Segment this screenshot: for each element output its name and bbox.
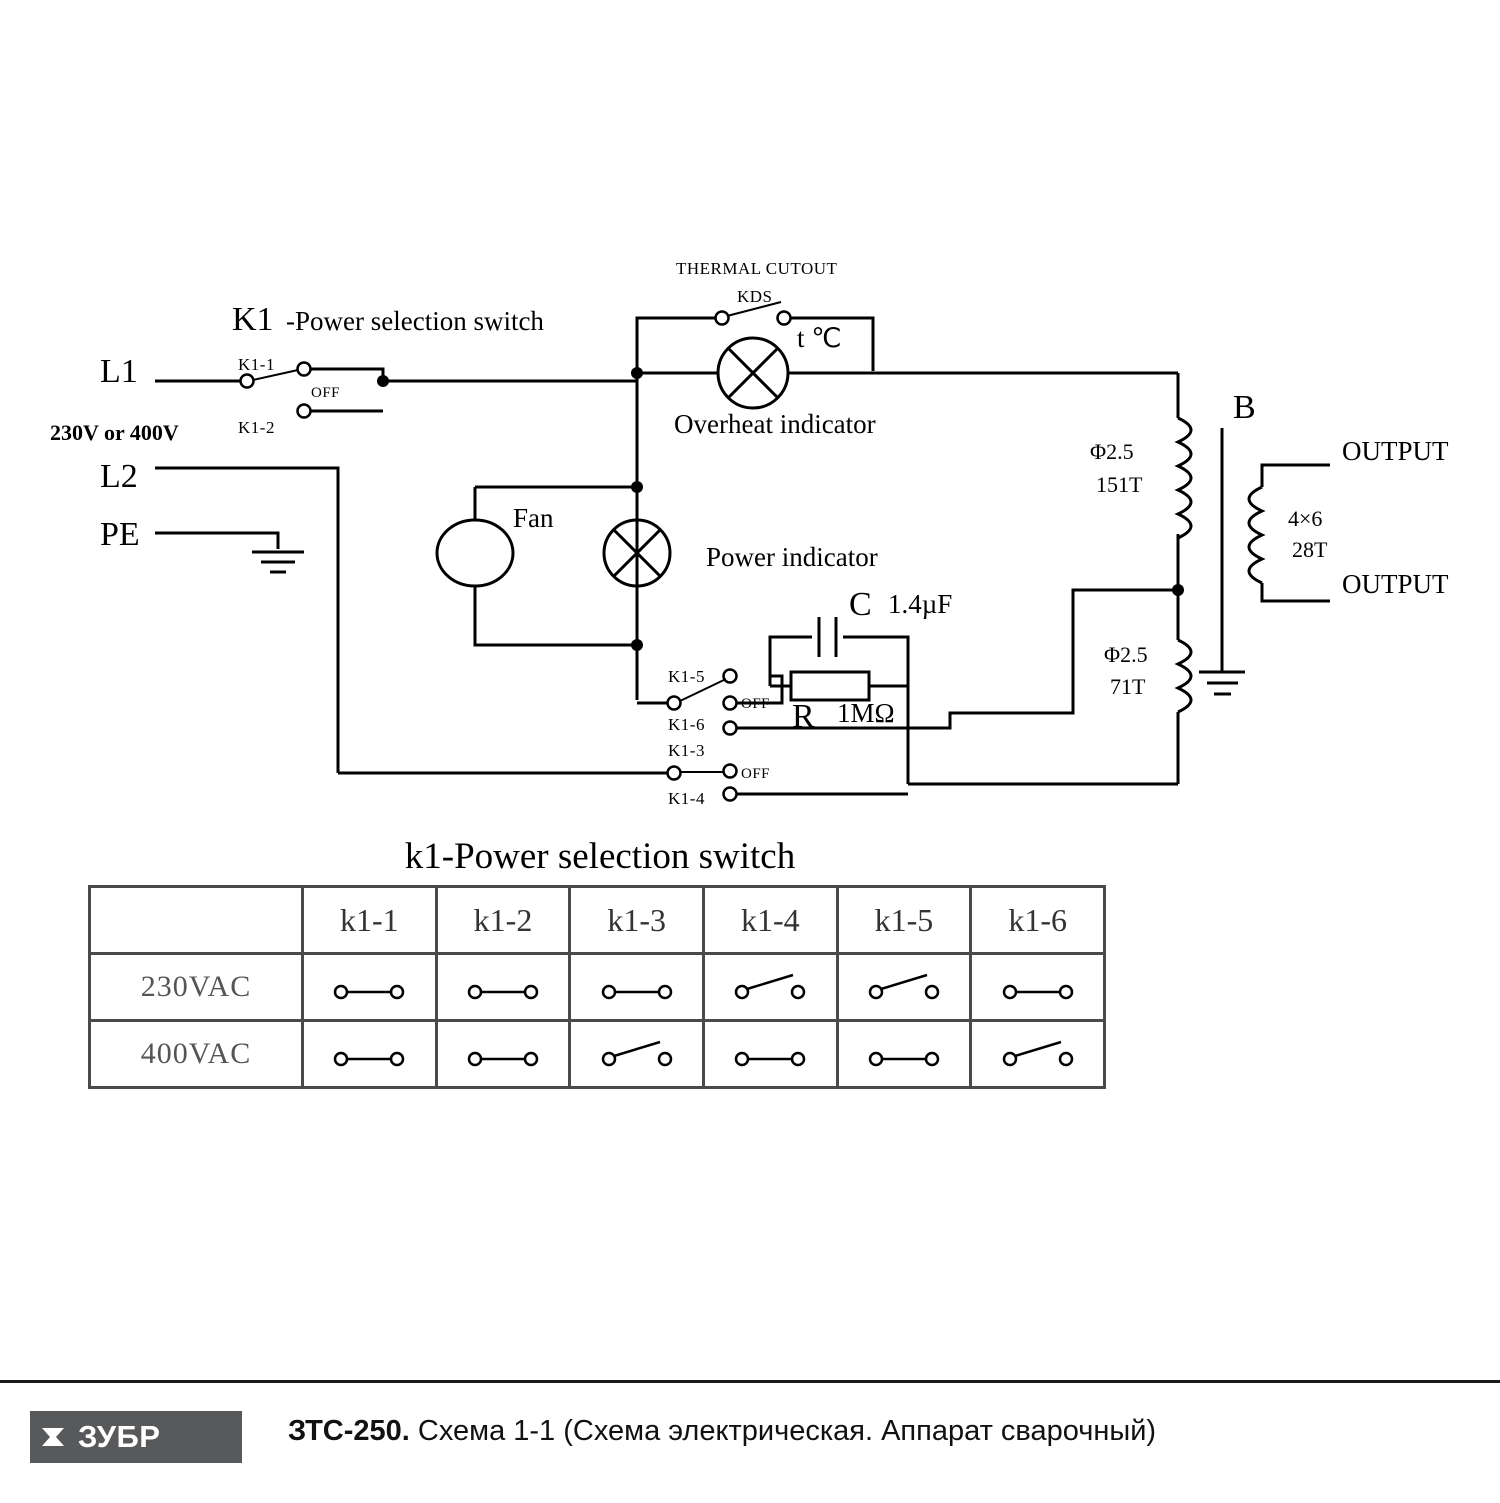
table-corner-cell: [90, 887, 303, 954]
cell-230-k1-4: [703, 954, 837, 1021]
cell-400-k1-1: [303, 1021, 437, 1088]
primary-top-turns-label: 151T: [1096, 472, 1143, 497]
logo-arrow-icon: [38, 1420, 72, 1454]
primary-bottom-wire-label: Φ2.5: [1104, 642, 1148, 667]
switch-state-table: [88, 885, 1108, 1089]
table-col-k1-6: k1-6: [971, 887, 1105, 954]
cell-400-k1-4: [703, 1021, 837, 1088]
cell-230-k1-2: [436, 954, 570, 1021]
brand-logo: [30, 1411, 242, 1463]
cell-230-k1-1: [303, 954, 437, 1021]
input-voltage-label: 230V or 400V: [50, 420, 179, 445]
terminal-k1-1-label: K1-1: [238, 355, 275, 374]
overheat-indicator-label: Overheat indicator: [674, 409, 876, 439]
cell-230-k1-6: [971, 954, 1105, 1021]
cell-400-k1-5: [837, 1021, 971, 1088]
table-header-row: [90, 887, 1105, 954]
off-label-bottom: OFF: [741, 766, 771, 782]
switch-title: K1: [232, 301, 274, 338]
cell-230-k1-5: [837, 954, 971, 1021]
terminal-k1-3-label: K1-3: [668, 741, 705, 760]
primary-top-wire-label: Φ2.5: [1090, 439, 1134, 464]
switch-title-suffix: -Power selection switch: [286, 306, 544, 336]
table-col-k1-3: k1-3: [570, 887, 704, 954]
secondary-wire-label: 4×6: [1288, 506, 1323, 531]
logo-text: ЗУБР: [78, 1419, 161, 1454]
table-row: [90, 1021, 1105, 1088]
input-pe-label: PE: [100, 516, 140, 553]
terminal-k1-6-label: K1-6: [668, 715, 705, 734]
fan-label: Fan: [513, 503, 554, 533]
power-indicator-label: Power indicator: [706, 542, 878, 572]
resistor-ref-label: R: [792, 698, 815, 735]
transformer-label: B: [1233, 389, 1256, 426]
thermal-cutout-device-label: KDS: [737, 287, 773, 306]
off-label-top: OFF: [311, 385, 341, 401]
secondary-turns-label: 28T: [1292, 537, 1328, 562]
caption-bar: [0, 1380, 1500, 1503]
output-bottom-label: OUTPUT: [1342, 569, 1449, 599]
input-l1-label: L1: [100, 353, 138, 390]
off-label-mid: OFF: [741, 696, 771, 712]
row-label-400vac: 400VAC: [90, 1021, 303, 1088]
thermal-temp-label: t ℃: [797, 323, 842, 353]
cell-400-k1-6: [971, 1021, 1105, 1088]
cell-400-k1-3: [570, 1021, 704, 1088]
thermal-cutout-title: THERMAL CUTOUT: [676, 259, 838, 278]
caption-description: Схема 1-1 (Схема электрическая. Аппарат сварочный): [409, 1415, 1157, 1447]
terminal-k1-4-label: K1-4: [668, 789, 705, 808]
primary-bottom-turns-label: 71T: [1110, 674, 1146, 699]
capacitor-ref-label: C: [849, 586, 872, 623]
table-col-k1-5: k1-5: [837, 887, 971, 954]
cell-230-k1-3: [570, 954, 704, 1021]
capacitor-value-label: 1.4µF: [888, 589, 953, 619]
table-col-k1-4: k1-4: [703, 887, 837, 954]
row-label-230vac: 230VAC: [90, 954, 303, 1021]
table-row: [90, 954, 1105, 1021]
terminal-k1-5-label: K1-5: [668, 667, 705, 686]
output-top-label: OUTPUT: [1342, 436, 1449, 466]
table-col-k1-2: k1-2: [436, 887, 570, 954]
table-col-k1-1: k1-1: [303, 887, 437, 954]
resistor-value-label: 1MΩ: [837, 698, 895, 728]
caption-text: [288, 1415, 1156, 1448]
cell-400-k1-2: [436, 1021, 570, 1088]
input-l2-label: L2: [100, 458, 138, 495]
switch-table-title: k1-Power selection switch: [404, 836, 796, 877]
terminal-k1-2-label: K1-2: [238, 418, 275, 437]
caption-model: ЗТС-250.: [288, 1415, 410, 1447]
